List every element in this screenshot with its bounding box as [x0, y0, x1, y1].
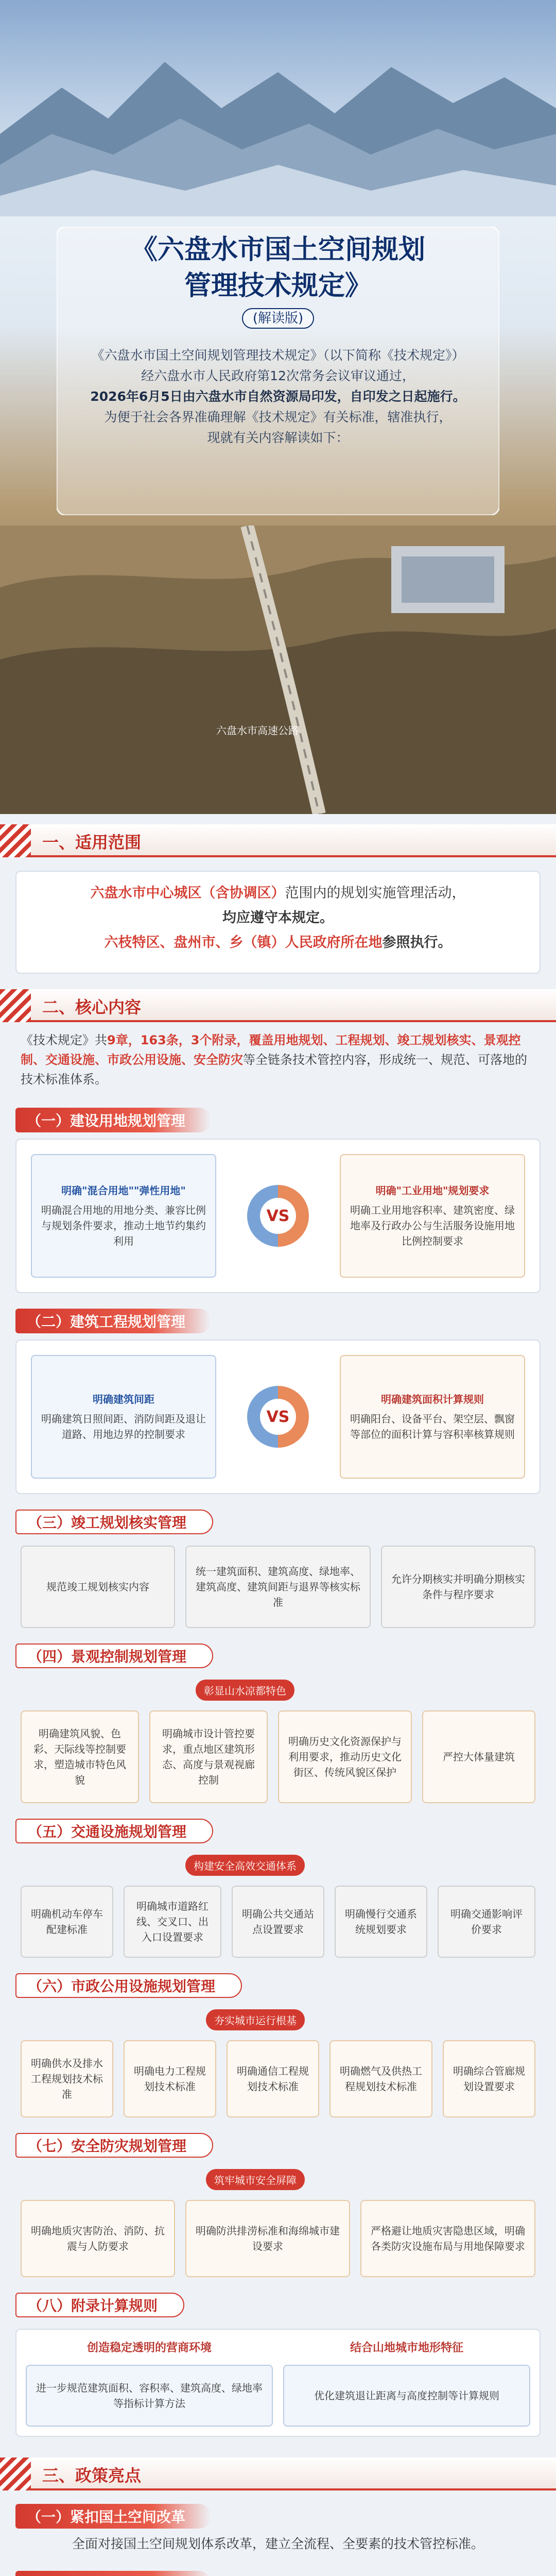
completion-box-3: 允许分期核实并明确分期核实条件与程序要求: [381, 1546, 535, 1628]
traffic-box-1: 明确机动车停车配建标准: [21, 1886, 113, 1958]
completion-box-1: 规范竣工规划核实内容: [21, 1546, 175, 1628]
section-title: 三、政策亮点: [42, 2466, 142, 2485]
sub-header-building: （二）建筑工程规划管理: [15, 1309, 211, 1333]
sub-header-completion: （三）竣工规划核实管理: [15, 1510, 213, 1534]
utilities-box-5: 明确综合管廊规划设置要求: [443, 2040, 535, 2117]
traffic-box-3: 明确公共交通站点设置要求: [232, 1886, 324, 1958]
vs-icon: VS: [247, 1386, 309, 1448]
intro-line-4: 为便于社会各界准确理解《技术规定》有关标准，辖准执行，: [104, 410, 452, 425]
mountain-illustration: [0, 0, 556, 216]
industrial-land-box: 明确"工业用地"规划要求 明确工业用地容积率、建筑密度、绿地率及行政办公与生活服务设施用地比例控制要求: [340, 1154, 525, 1278]
building-spacing-box: 明确建筑间距 明确建筑日照间距、消防间距及退让道路、用地边界的控制要求: [31, 1355, 216, 1479]
sub-header-land-use: （一）建设用地规划管理: [15, 1108, 211, 1132]
intro-line-2: 经六盘水市人民政府第12次常务会议审议通过，: [141, 368, 415, 383]
edition-badge: (解读版): [242, 308, 314, 329]
safety-box-3: 严格避让地质灾害隐患区域，明确各类防灾设施布局与用地保障要求: [360, 2200, 535, 2277]
traffic-box-5: 明确交通影响评价要求: [438, 1886, 535, 1958]
floor-area-box: 明确建筑面积计算规则 明确阳台、设备平台、架空层、飘窗等部位的面积计算与容积率核算规则: [340, 1355, 525, 1479]
sub-header-utilities: （六）市政公用设施规划管理: [15, 1973, 242, 1998]
utilities-box-3: 明确通信工程规划技术标准: [227, 2040, 319, 2117]
scope-text: [26, 881, 530, 955]
banner-stripe: [0, 824, 31, 857]
vs-icon: VS: [247, 1185, 309, 1247]
policy-text-1: 全面对接国土空间规划体系改革，建立全流程、全要素的技术管控标准。: [72, 2536, 484, 2551]
landscape-box-4: 严控大体量建筑: [422, 1710, 535, 1803]
scope-line-2: 均应遵守本规定。: [222, 910, 334, 926]
core-intro: 《技术规定》共9章，163条，3个附录，覆盖用地规划、工程规划、竣工规划核实、景观控制、交通设施、市政公用设施、安全防灾等全链条技术管控内容，形成统一、规范、可落地的技术标准体系。: [21, 1033, 527, 1087]
landscape-box-3: 明确历史文化资源保护与利用要求，推动历史文化街区、传统风貌区保护: [278, 1710, 412, 1803]
sub-header-landscape: （四）景观控制规划管理: [15, 1643, 213, 1668]
hero-banner: [0, 0, 556, 814]
section-title: 二、核心内容: [42, 997, 142, 1017]
completion-box-2: 统一建筑面积、建筑高度、绿地率、建筑高度、建筑间距与退界等核实标准: [185, 1546, 371, 1628]
traffic-tag: 构建安全高效交通体系: [185, 1855, 305, 1876]
highway-bridge-photo: [0, 526, 556, 814]
title-line-2: 管理技术规定》: [184, 270, 372, 301]
safety-box-2: 明确防洪排涝标准和海绵城市建设要求: [185, 2200, 350, 2277]
appendix-right-box: 优化建筑退让距离与高度控制等计算规则: [283, 2365, 530, 2427]
landscape-tag: 彰显山水凉都特色: [196, 1680, 294, 1701]
sub-header-appendix: （八）附录计算规则: [15, 2293, 184, 2317]
policy-header-1: （一）紧扣国土空间改革: [15, 2504, 211, 2529]
section-banner-scope: [0, 824, 556, 857]
banner-stripe: [0, 989, 31, 1022]
utilities-box-1: 明确供水及排水工程规划技术标准: [21, 2040, 113, 2117]
photo-caption: 六盘水市高速公路: [216, 724, 299, 737]
sub-header-safety: （七）安全防灾规划管理: [15, 2133, 213, 2158]
section-banner-core: [0, 989, 556, 1022]
scope-line-1: 六盘水市中心城区（含协调区）范围内的规划实施管理活动，: [90, 885, 466, 901]
page-title: [0, 232, 556, 304]
utilities-box-4: 明确燃气及供热工程规划技术标准: [329, 2040, 432, 2117]
title-line-1: 《六盘水市国土空间规划: [130, 234, 425, 265]
utilities-box-2: 明确电力工程规划技术标准: [124, 2040, 216, 2117]
appendix-right-title: 结合山地城市地形特征: [350, 2342, 463, 2354]
intro-line-1: 《六盘水市国土空间规划管理技术规定》（以下简称《技术规定》）: [91, 348, 465, 363]
sub-header-traffic: （五）交通设施规划管理: [15, 1819, 213, 1843]
traffic-box-4: 明确慢行交通系统规划要求: [335, 1886, 427, 1958]
policy-header-2: [15, 2571, 211, 2576]
traffic-box-2: 明确城市道路红线、交叉口、出入口设置要求: [124, 1886, 221, 1958]
section-banner-highlights: [0, 2458, 556, 2490]
intro-line-5: 现就有关内容解读如下：: [207, 430, 349, 445]
landscape-box-2: 明确城市设计管控要求，重点地区建筑形态、高度与景观视廊控制: [149, 1710, 268, 1803]
section-title: 一、适用范围: [42, 833, 142, 852]
utilities-tag: 夯实城市运行根基: [206, 2009, 305, 2030]
intro-line-3: 2026年6月5日由六盘水市自然资源局印发，自印发之日起施行。: [90, 389, 466, 404]
banner-stripe: [0, 2458, 31, 2490]
scope-line-3: 六枝特区、盘州市、乡（镇）人民政府所在地参照执行。: [104, 935, 452, 951]
appendix-left-title: 创造稳定透明的营商环境: [86, 2342, 212, 2354]
landscape-box-1: 明确建筑风貌、色彩、天际线等控制要求，塑造城市特色风貌: [21, 1710, 139, 1803]
intro-text: [62, 345, 494, 448]
safety-tag: 筑牢城市安全屏障: [206, 2169, 305, 2190]
mixed-land-box: 明确"混合用地""弹性用地" 明确混合用地的用地分类、兼容比例与规划条件要求，推动土地节约集约利用: [31, 1154, 216, 1278]
safety-box-1: 明确地质灾害防治、消防、抗震与人防要求: [21, 2200, 175, 2277]
appendix-left-box: 进一步规范建筑面积、容积率、建筑高度、绿地率等指标计算方法: [26, 2365, 273, 2427]
